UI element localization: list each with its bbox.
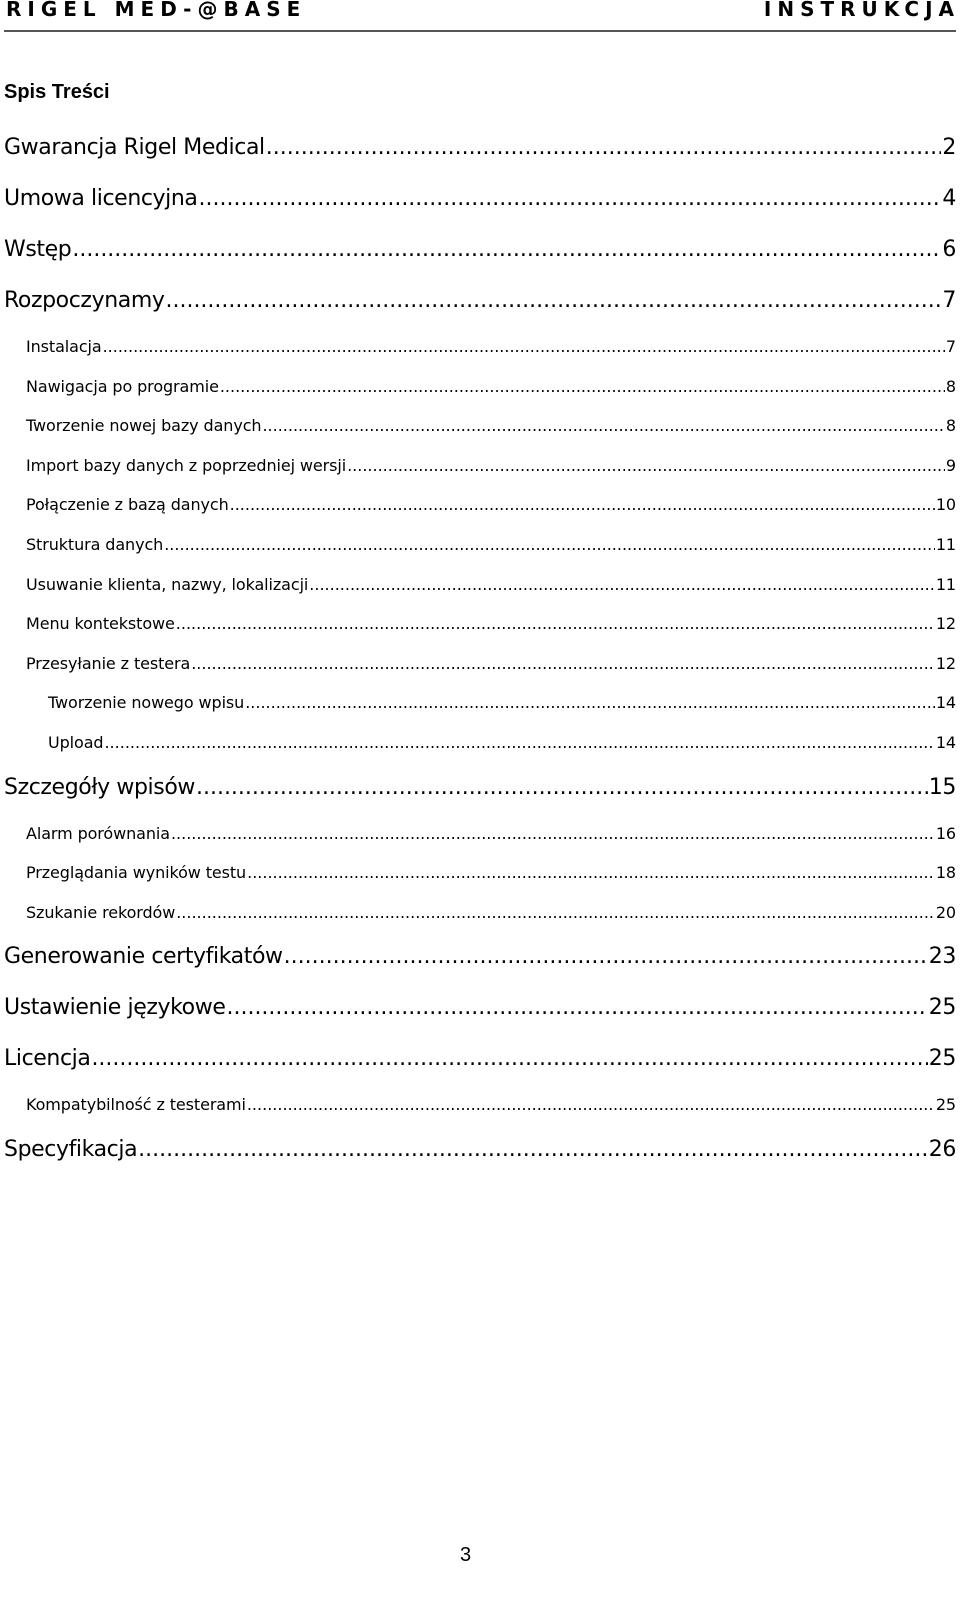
toc-entry-page: 26 xyxy=(928,1136,956,1162)
toc-entry-label: Ustawienie językowe xyxy=(4,995,226,1021)
toc-entry-label: Rozpoczynamy xyxy=(4,288,165,313)
toc-dot-leader xyxy=(103,330,945,364)
table-of-contents xyxy=(4,126,956,1179)
header-product-name: RIGEL MED-@BASE xyxy=(6,0,307,21)
toc-dot-leader xyxy=(176,607,935,641)
toc-entry-label: Struktura danych xyxy=(26,534,164,554)
toc-entry-page: 14 xyxy=(935,693,956,713)
toc-entry-page: 7 xyxy=(942,288,956,313)
toc-entry-label: Tworzenie nowej bazy danych xyxy=(26,416,262,436)
toc-entry[interactable] xyxy=(4,817,956,857)
toc-entry[interactable] xyxy=(4,177,956,228)
toc-entry[interactable] xyxy=(4,409,956,449)
toc-entry-label: Generowanie certyfikatów xyxy=(4,944,283,970)
toc-entry-label: Wstęp xyxy=(4,237,72,262)
toc-title: Spis Treści xyxy=(4,81,110,103)
page-number: 3 xyxy=(460,1544,472,1566)
toc-entry-label: Przesyłanie z testera xyxy=(26,653,191,673)
toc-entry-label: Umowa licencyjna xyxy=(4,186,198,211)
toc-entry[interactable] xyxy=(4,686,956,726)
toc-dot-leader xyxy=(266,126,942,170)
toc-dot-leader xyxy=(72,228,941,272)
toc-entry-label: Tworzenie nowego wpisu xyxy=(48,693,245,713)
toc-entry-page: 6 xyxy=(942,237,956,262)
toc-entry[interactable] xyxy=(4,896,956,936)
toc-dot-leader xyxy=(220,370,945,404)
toc-entry[interactable] xyxy=(4,766,956,817)
toc-entry-page: 8 xyxy=(945,416,956,436)
toc-entry[interactable] xyxy=(4,647,956,687)
toc-entry-page: 4 xyxy=(942,186,956,211)
toc-entry-label: Import bazy danych z poprzedniej wersji xyxy=(26,455,347,475)
toc-dot-leader xyxy=(91,1037,927,1081)
toc-dot-leader xyxy=(164,528,935,562)
toc-dot-leader xyxy=(347,449,945,483)
toc-entry[interactable] xyxy=(4,279,956,330)
toc-dot-leader xyxy=(245,686,935,720)
toc-entry[interactable] xyxy=(4,449,956,489)
header-doc-type: INSTRUKCJA xyxy=(763,0,960,21)
toc-entry-page: 10 xyxy=(935,495,956,515)
toc-dot-leader xyxy=(309,568,935,602)
toc-entry-label: Szczegóły wpisów xyxy=(4,774,195,800)
toc-dot-leader xyxy=(247,856,935,890)
toc-dot-leader xyxy=(165,279,941,323)
toc-entry[interactable] xyxy=(4,856,956,896)
toc-entry-label: Instalacja xyxy=(26,337,102,356)
toc-entry[interactable] xyxy=(4,568,956,608)
toc-entry-page: 7 xyxy=(945,337,956,356)
toc-entry-page: 23 xyxy=(928,944,956,970)
toc-entry-label: Menu kontekstowe xyxy=(26,614,175,634)
toc-dot-leader xyxy=(199,177,942,221)
toc-dot-leader xyxy=(191,647,935,681)
toc-entry-page: 11 xyxy=(935,574,956,594)
toc-entry-label: Przeglądania wyników testu xyxy=(26,863,247,883)
toc-entry-label: Połączenie z bazą danych xyxy=(26,495,229,515)
toc-entry-page: 25 xyxy=(928,1046,956,1072)
toc-entry-page: 14 xyxy=(935,732,956,752)
toc-entry[interactable] xyxy=(4,528,956,568)
toc-entry-label: Kompatybilność z testerami xyxy=(26,1095,246,1115)
toc-dot-leader xyxy=(262,409,944,443)
toc-entry[interactable] xyxy=(4,607,956,647)
toc-entry-page: 9 xyxy=(945,455,956,475)
toc-entry-label: Gwarancja Rigel Medical xyxy=(4,135,265,160)
toc-entry-label: Specyfikacja xyxy=(4,1136,138,1162)
toc-dot-leader xyxy=(284,935,928,979)
toc-entry-page: 16 xyxy=(935,823,956,843)
toc-entry-page: 2 xyxy=(942,135,956,160)
toc-entry[interactable] xyxy=(4,330,956,370)
toc-entry-page: 25 xyxy=(935,1095,956,1115)
toc-dot-leader xyxy=(176,896,935,930)
toc-entry-page: 18 xyxy=(935,863,956,883)
toc-dot-leader xyxy=(138,1128,928,1172)
toc-entry[interactable] xyxy=(4,726,956,766)
toc-entry[interactable] xyxy=(4,370,956,410)
toc-entry-page: 25 xyxy=(928,995,956,1021)
toc-dot-leader xyxy=(104,726,934,760)
toc-entry-label: Alarm porównania xyxy=(26,823,170,843)
toc-entry-page: 11 xyxy=(935,534,956,554)
toc-entry-page: 8 xyxy=(945,376,956,396)
toc-entry-label: Upload xyxy=(48,732,104,752)
toc-entry-page: 15 xyxy=(928,774,956,800)
toc-entry-page: 20 xyxy=(935,902,956,922)
toc-entry-label: Licencja xyxy=(4,1046,91,1072)
toc-entry[interactable] xyxy=(4,935,956,986)
toc-entry[interactable] xyxy=(4,126,956,177)
toc-dot-leader xyxy=(247,1088,935,1122)
toc-entry[interactable] xyxy=(4,228,956,279)
toc-entry-label: Usuwanie klienta, nazwy, lokalizacji xyxy=(26,574,309,594)
toc-entry[interactable] xyxy=(4,1037,956,1088)
toc-entry-page: 12 xyxy=(935,653,956,673)
toc-entry-label: Nawigacja po programie xyxy=(26,376,219,396)
toc-entry[interactable] xyxy=(4,488,956,528)
toc-dot-leader xyxy=(196,766,928,810)
toc-entry[interactable] xyxy=(4,1088,956,1128)
toc-dot-leader xyxy=(230,488,935,522)
toc-dot-leader xyxy=(226,986,927,1030)
toc-entry-page: 12 xyxy=(935,614,956,634)
page-header xyxy=(4,0,960,32)
toc-entry-label: Szukanie rekordów xyxy=(26,902,176,922)
toc-entry[interactable] xyxy=(4,986,956,1037)
toc-entry[interactable] xyxy=(4,1128,956,1179)
toc-dot-leader xyxy=(171,817,935,851)
